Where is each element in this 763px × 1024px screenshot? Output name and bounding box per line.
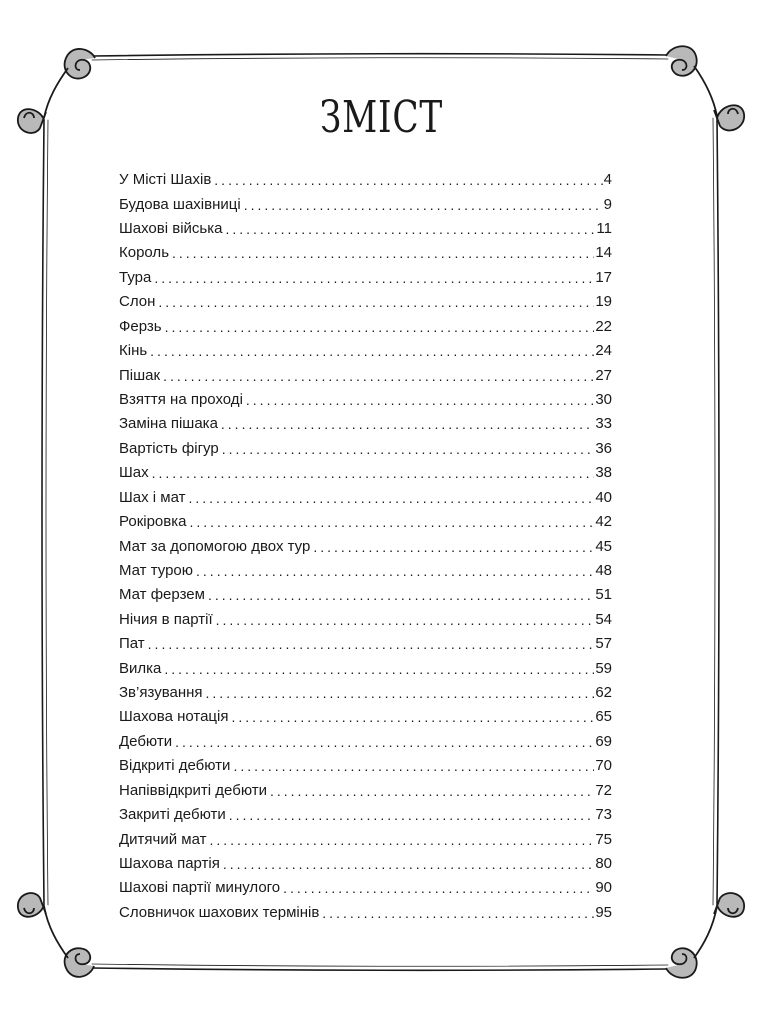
toc-entry[interactable] (119, 827, 612, 851)
toc-entry[interactable] (119, 559, 612, 583)
toc-entry[interactable] (119, 315, 612, 339)
toc-leader-dots (246, 388, 594, 412)
toc-entry[interactable] (119, 901, 612, 925)
toc-entry-page-number: 36 (595, 439, 612, 457)
toc-entry[interactable] (119, 534, 612, 558)
toc-entry-label: Дитячий мат (119, 830, 207, 848)
toc-leader-dots (270, 779, 594, 803)
toc-entry-label: Вилка (119, 659, 162, 677)
toc-entry-page-number: 27 (595, 366, 612, 384)
toc-entry-page-number: 38 (595, 464, 612, 482)
toc-leader-dots (209, 828, 594, 852)
toc-entry-label: У Місті Шахів (119, 171, 212, 189)
toc-entry[interactable] (119, 510, 612, 534)
toc-leader-dots (150, 339, 594, 363)
toc-entry-label: Зв’язування (119, 684, 203, 702)
toc-entry-page-number: 30 (595, 391, 612, 408)
toc-entry-label: Дебюти (119, 732, 173, 750)
toc-leader-dots (172, 241, 594, 265)
toc-entry-page-number: 19 (595, 293, 612, 311)
toc-leader-dots (233, 754, 594, 778)
toc-entry-page-number: 54 (595, 610, 612, 628)
toc-leader-dots (148, 632, 595, 656)
toc-entry-page-number: 65 (595, 708, 612, 726)
toc-entry-page-number: 17 (595, 268, 612, 286)
toc-leader-dots (231, 705, 594, 729)
toc-leader-dots (196, 559, 594, 583)
scroll-corner-bottom-left-icon (18, 893, 94, 977)
toc-entry[interactable] (119, 681, 612, 705)
toc-leader-dots (164, 657, 594, 681)
toc-entry[interactable] (119, 192, 612, 216)
scroll-corner-bottom-right-icon (666, 893, 744, 978)
toc-entry[interactable] (119, 583, 612, 607)
toc-entry-label: Напіввідкриті дебюти (119, 781, 267, 799)
toc-entry[interactable] (119, 656, 612, 680)
toc-entry-label: Мат турою (119, 561, 194, 579)
toc-entry-label: Словничок шахових термінів (119, 903, 320, 921)
toc-entry-label: Пат (119, 635, 145, 653)
toc-entry-label: Будова шахівниці (119, 195, 241, 213)
toc-entry[interactable] (119, 412, 612, 436)
toc-entry-label: Шахові війська (119, 220, 223, 238)
toc-leader-dots (214, 168, 602, 192)
toc-entry[interactable] (119, 461, 612, 485)
toc-leader-dots (158, 290, 594, 314)
toc-entry[interactable] (119, 290, 612, 314)
page-title: ЗМІСТ (319, 92, 444, 143)
toc-entry-page-number: 33 (595, 415, 612, 433)
toc-entry[interactable] (119, 632, 612, 656)
toc-entry-page-number: 90 (595, 879, 612, 897)
toc-entry-label: Рокіровка (119, 513, 187, 531)
toc-entry[interactable] (119, 852, 612, 876)
toc-entry-page-number: 95 (595, 903, 612, 921)
toc-leader-dots (208, 583, 594, 607)
toc-entry[interactable] (119, 754, 612, 778)
toc-entry-page-number: 75 (595, 830, 612, 848)
toc-entry-page-number: 48 (595, 561, 612, 579)
toc-entry-page-number: 51 (595, 586, 612, 604)
toc-entry[interactable] (119, 437, 612, 461)
toc-entry-label: Взяття на проході (119, 391, 243, 408)
toc-entry-page-number: 72 (595, 781, 612, 799)
toc-entry-label: Шах і мат (119, 488, 186, 506)
toc-entry-label: Закриті дебюти (119, 806, 226, 824)
toc-leader-dots (283, 876, 594, 900)
toc-leader-dots (188, 486, 594, 510)
toc-leader-dots (216, 608, 595, 632)
toc-entry[interactable] (119, 241, 612, 265)
toc-entry-page-number: 24 (595, 342, 612, 360)
toc-entry-label: Відкриті дебюти (119, 757, 231, 775)
toc-leader-dots (225, 217, 595, 241)
table-of-contents (119, 168, 612, 925)
toc-entry-page-number: 80 (595, 855, 612, 873)
toc-entry-label: Заміна пішака (119, 415, 218, 433)
toc-leader-dots (313, 535, 594, 559)
toc-entry-label: Слон (119, 293, 156, 311)
toc-entry-label: Тура (119, 268, 152, 286)
toc-entry-page-number: 9 (603, 195, 612, 213)
toc-entry-page-number: 14 (595, 244, 612, 262)
toc-entry-label: Кінь (119, 342, 148, 360)
toc-leader-dots (152, 461, 595, 485)
toc-entry-label: Пішак (119, 366, 161, 384)
toc-leader-dots (223, 852, 594, 876)
toc-entry-label: Шахові партії минулого (119, 879, 281, 897)
toc-leader-dots (229, 803, 595, 827)
toc-entry-label: Король (119, 244, 170, 262)
toc-entry-page-number: 40 (595, 488, 612, 506)
toc-entry[interactable] (119, 730, 612, 754)
toc-entry-label: Шахова нотація (119, 708, 229, 726)
toc-entry-label: Ферзь (119, 317, 162, 335)
toc-leader-dots (165, 315, 595, 339)
toc-leader-dots (163, 364, 594, 388)
toc-entry[interactable] (119, 705, 612, 729)
toc-entry[interactable] (119, 608, 612, 632)
toc-entry[interactable] (119, 779, 612, 803)
toc-entry[interactable] (119, 363, 612, 387)
toc-entry[interactable] (119, 876, 612, 900)
toc-leader-dots (206, 681, 595, 705)
toc-entry-page-number: 11 (596, 220, 612, 238)
toc-entry-page-number: 22 (595, 317, 612, 335)
toc-leader-dots (154, 266, 594, 290)
toc-entry-page-number: 62 (595, 684, 612, 702)
toc-entry-page-number: 73 (595, 806, 612, 824)
toc-entry[interactable] (119, 485, 612, 509)
toc-entry[interactable] (119, 388, 612, 412)
toc-leader-dots (221, 412, 594, 436)
toc-leader-dots (222, 437, 595, 461)
toc-entry[interactable] (119, 339, 612, 363)
toc-entry-page-number: 42 (595, 513, 612, 531)
toc-entry-page-number: 69 (595, 732, 612, 750)
toc-entry-label: Нічия в партії (119, 610, 213, 628)
toc-leader-dots (189, 510, 594, 534)
toc-entry-label: Шахова партія (119, 855, 220, 873)
toc-entry-page-number: 45 (595, 537, 612, 555)
toc-entry-label: Шах (119, 464, 149, 482)
toc-entry-page-number: 59 (595, 659, 612, 677)
toc-entry-label: Мат ферзем (119, 586, 205, 604)
toc-entry-page-number: 4 (603, 171, 612, 189)
toc-entry-label: Вартість фігур (119, 439, 219, 457)
toc-entry[interactable] (119, 803, 612, 827)
toc-entry-page-number: 57 (595, 635, 612, 653)
toc-entry[interactable] (119, 266, 612, 290)
toc-entry[interactable] (119, 168, 612, 192)
toc-leader-dots (322, 901, 594, 925)
toc-entry-page-number: 70 (595, 757, 612, 775)
toc-entry[interactable] (119, 217, 612, 241)
toc-leader-dots (175, 730, 594, 754)
toc-entry-label: Мат за допомогою двох тур (119, 537, 311, 555)
toc-leader-dots (244, 193, 603, 217)
